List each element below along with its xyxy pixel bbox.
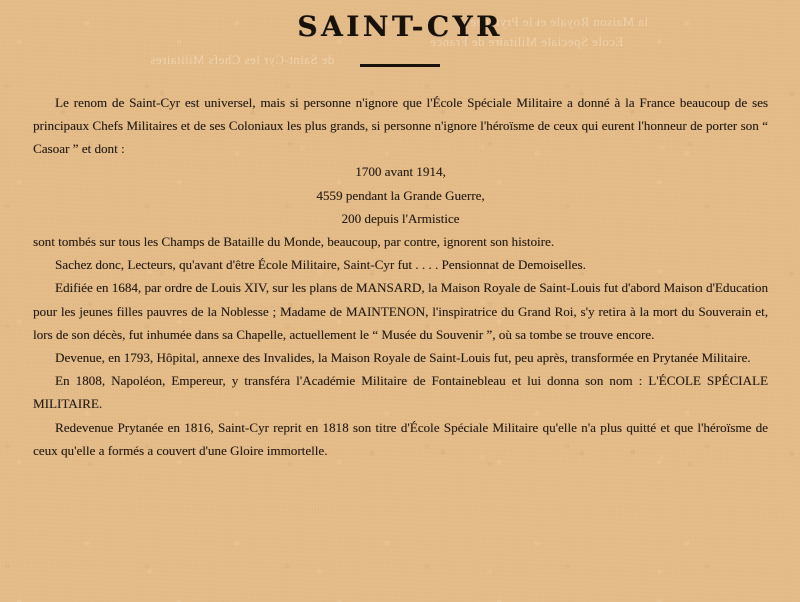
ghost-text-line-1: de Saint-Cyr les Chefs Militaires [150,52,335,67]
paragraph-prytanee-1816: Redevenue Prytanée en 1816, Saint-Cyr reprit en 1818 son titre d'École Spéciale Militaire qu'elle n'a plus quitté et que l'héroïsme de ceux qu'elle a formés a couvert d'une Gloire immortelle. [33,419,768,458]
paragraph-napoleon-1808: En 1808, Napoléon, Empereur, y transféra l'Académie Militaire de Fontainebleau et lui donna son nom : L'ÉCOLE SPÉCIALE MILITAIRE. [33,373,768,412]
casualty-statistics-list [33,160,768,230]
title-divider [0,56,800,74]
statistic-line: 1700 avant 1914, [355,164,446,180]
ghost-text-line-2: Ecole Speciale Militaire de France [430,34,624,49]
page-title: SAINT-CYR [297,10,503,43]
paragraph-fallen: sont tombés sur tous les Champs de Bataille du Monde, beaucoup, par contre, ignorent son histoire. [33,234,555,250]
statistic-line: 200 depuis l'Armistice [341,210,460,226]
paragraph-foundation-1684: Edifiée en 1684, par ordre de Louis XIV, sur les plans de MANSARD, la Maison Royale de Saint-Louis fut d'abord Maison d'Education pour les jeunes filles pauvres de la Noblesse ; Madame de MAINTENON, l'inspiratrice du Grand Roi, s'y retira à la mort du Souverain et, lors de son décès, fut inhumée dans sa Chapelle, actuellement le “ Musée du Souvenir ”, où sa tombe se trouve encore. [33,280,768,342]
horizontal-rule [360,64,440,67]
statistic-line: 4559 pendant la Grande Guerre, [316,187,485,203]
paragraph-hospital-1793: Devenue, en 1793, Hôpital, annexe des Invalides, la Maison Royale de Saint-Louis fut, peu après, transformée en Prytanée Militaire. [55,350,751,366]
document-body [33,91,768,462]
ghost-text-line-3: la Maison Royale et le Prytanee [470,14,649,29]
paragraph-boarding-school: Sachez donc, Lecteurs, qu'avant d'être École Militaire, Saint-Cyr fut . . . . Pensionnat de Demoiselles. [55,257,586,273]
paragraph-intro: Le renom de Saint-Cyr est universel, mais si personne n'ignore que l'École Spéciale Militaire a donné à la France beaucoup de ses principaux Chefs Militaires et de ses Coloniaux les plus grands, si personne n'ignore l'héroïsme de ceux qui eurent l'honneur de porter son “ Casoar ” et dont : [33,94,768,157]
